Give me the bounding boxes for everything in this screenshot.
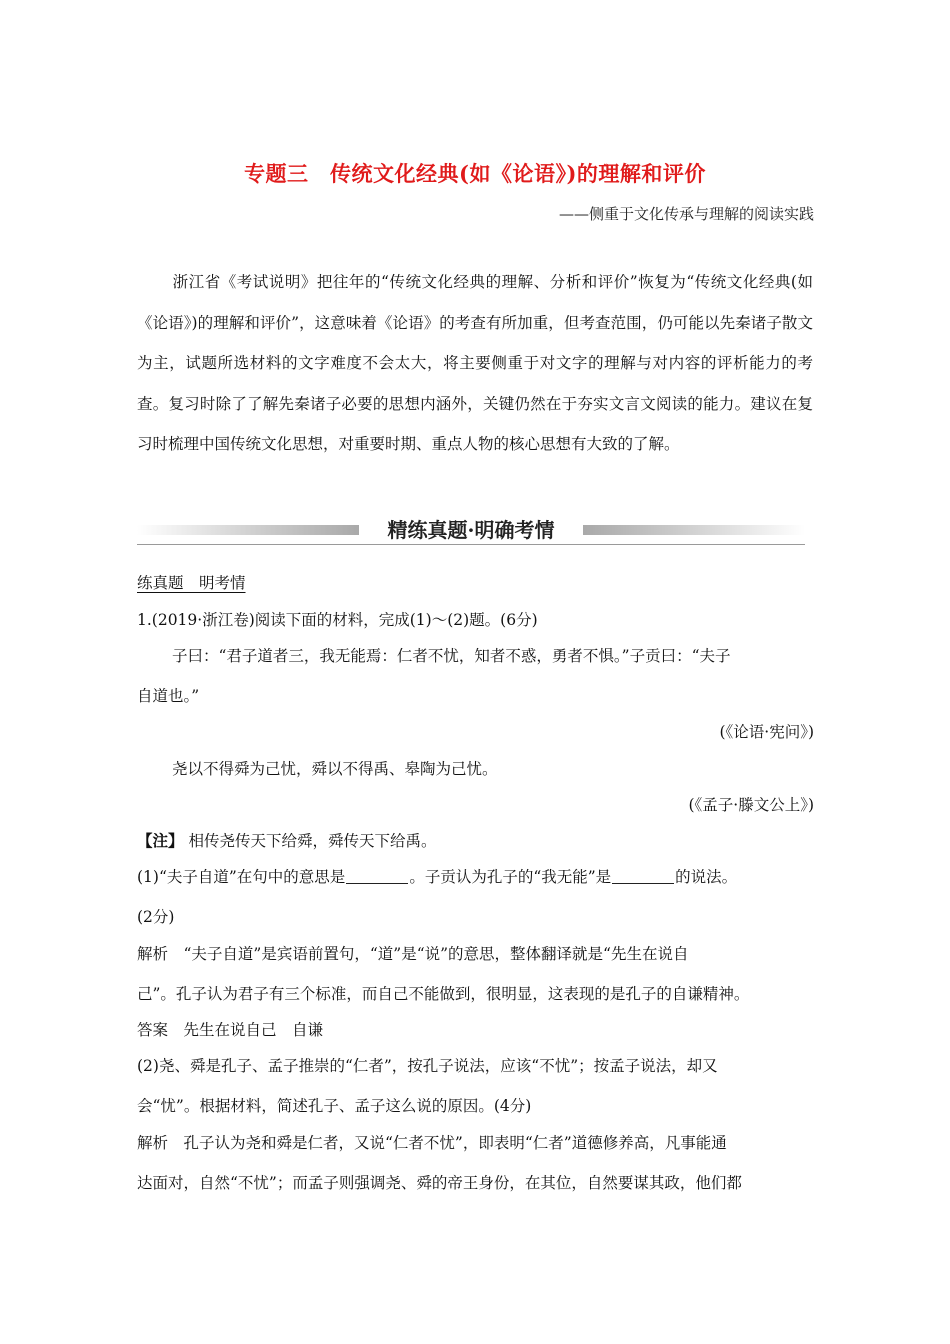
analysis-line: 解析 “夫子自道”是宾语前置句，“道”是“说”的意思，整体翻译就是“先生在说自 [137,945,689,963]
intro-section [137,262,813,465]
quote-line: 自道也。” [137,687,200,705]
sub-question-1 [137,865,737,887]
analysis-line: 解析 孔子认为尧和舜是仁者，又说“仁者不忧”，即表明“仁者”道德修养高，凡事能通 [137,1134,727,1152]
banner-label: 精练真题·明确考情 [387,518,555,542]
note [137,829,436,851]
sub-question-text: 的说法。 [675,868,738,886]
quote-source: (《孟子·滕文公上》) [688,796,814,814]
sub-question-2: 会“忧”。根据材料，简述孔子、孟子这么说的原因。(4分) [137,1097,532,1115]
page-title: 专题三 传统文化经典(如《论语》)的理解和评价 [244,161,706,186]
banner-right-bar [583,525,805,535]
sub-question-text: 。子贡认为孔子的“我无能”是 [409,868,612,886]
note-text: 相传尧传天下给舜，舜传天下给禹。 [188,832,437,850]
section-banner [137,513,805,549]
sub-question-2: (2)尧、舜是孔子、孟子推崇的“仁者”，按孔子说法，应该“不忧”；按孟子说法，却又 [137,1057,718,1075]
answer-blank [346,868,408,885]
answer-line: 答案 先生在说自己 自谦 [137,1021,324,1039]
quote-source: (《论语·宪问》) [719,723,814,741]
intro-paragraph: 浙江省《考试说明》把往年的“传统文化经典的理解、分析和评价”恢复为“传统文化经典(如《论语》)的理解和评价”，这意味着《论语》的考查有所加重，但考查范围，仍可能以先秦诸子散文为主，试题所选材料的文字难度不会太大，将主要侧重于对文字的理解与对内容的评析能力的考查。复习时除了了解先秦诸子必要的思想内涵外，关键仍然在于夯实文言文阅读的能力。建议在复习时梳理中国传统文化思想，对重要时期、重点人物的核心思想有大致的了解。 [137,273,813,453]
section-heading: 练真题 明考情 [137,574,246,592]
analysis-line: 己”。孔子认为君子有三个标准，而自己不能做到，很明显，这表现的是孔子的自谦精神。 [137,985,750,1003]
sub-question-text: (1)“夫子自道”在句中的意思是 [137,868,346,886]
quote-line: 子曰：“君子道者三，我无能焉：仁者不忧，知者不惑，勇者不惧。”子贡曰：“夫子 [172,647,731,665]
answer-blank [612,868,674,885]
page-subtitle: ——侧重于文化传承与理解的阅读实践 [558,205,814,223]
quote-line: 尧以不得舜为己忧，舜以不得禹、皋陶为己忧。 [172,760,498,778]
banner-left-bar [137,525,359,535]
analysis-line: 达面对，自然“不忧”；而孟子则强调尧、舜的帝王身份，在其位，自然要谋其政，他们都 [137,1174,742,1192]
sub-question-points: (2分) [137,908,175,926]
question-stem: 1.(2019·浙江卷)阅读下面的材料，完成(1)～(2)题。(6分) [137,611,538,629]
note-label: 【注】 [137,831,184,850]
